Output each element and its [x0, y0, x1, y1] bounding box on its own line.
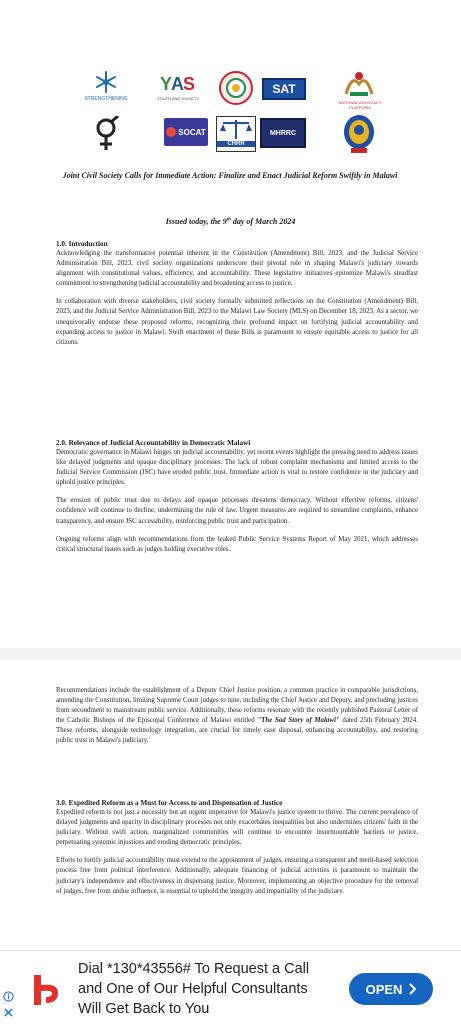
ad-open-label: OPEN: [365, 981, 403, 997]
paragraph-text: Recommendations include the establishment of a Deputy Chief Justice position, a common practice in comparable jurisdictions, amending the Constitution, limiting Supreme Court judges to nine, including the Chief Justice and Deputy, and precluding justices from secondment to mainstream public service. Additionally, these reforms resonate with the recently published Pastoral Letter of the Catholic Bishops of the Episcopal Conference of Malawi entitled: [56, 687, 418, 725]
sat-logo: SAT: [262, 78, 306, 100]
logo-strip: [84, 70, 384, 170]
ad-info-icon[interactable]: [3, 991, 14, 1002]
circle-emblem-logo: [218, 70, 254, 106]
strengthening-logo: [94, 70, 118, 94]
mhrrc-label: MHRRC: [269, 129, 297, 137]
section-relevance: [56, 438, 418, 563]
paragraph: The erosion of public trust due to delays and opaque processes threatens democracy. Without effective reforms, citizens' confidence will continue to decline, undermining the rule of law. Urgent measures are required to streamline complaints, enhance transparency, and ensure JSC accessibility, reinforcing public trust and participation.: [56, 497, 418, 525]
yas-caption: YOUTH AND SOCIETY: [156, 96, 199, 101]
document-title: Joint Civil Society Calls for Immediate Action: Finalize and Enact Judicial Reform Swiftly in Malawi: [62, 171, 398, 180]
advertiser-logo-icon: [30, 973, 64, 1007]
chrr-logo: [216, 116, 256, 152]
section-relevance-continued: [56, 686, 418, 755]
section-expedited-reform: [56, 798, 418, 905]
ad-banner[interactable]: [0, 950, 461, 1024]
socat-label: SOCAT: [178, 127, 206, 137]
socat-logo: [164, 118, 208, 146]
section-heading: 1.0. Introduction: [56, 240, 108, 248]
paragraph: Ongoing reforms align with recommendations from the leaked Public Service Systems Report of May 2021, which addresses critical structural issues such as judges holding executive roles.: [56, 535, 418, 553]
paragraph: Efforts to fortify judicial accountability must extend to the appointment of judges, ensuring a transparent and merit-based selection process free from political interference. Additionally, adequate financing of judicial activities is paramount to maintain the judiciary's independence and effectiveness in dispensing justice. Moreover, implementing an objective procedure for the removal of judges, free from undue influence, is essential to uphold the integrity and impartiality of the judiciary.: [56, 857, 418, 895]
document-page-2: [0, 660, 461, 950]
section-heading: 3.0. Expedited Reform as a Must for Access to and Dispensation of Justice: [56, 799, 283, 807]
section-heading: 2.0. Relevance of Judicial Accountability in Democratic Malawi: [56, 439, 251, 447]
scales-icon: [217, 117, 255, 141]
page-separator: [0, 648, 461, 660]
pastoral-letter-title: "The Sad Story of Malawi": [257, 717, 340, 725]
chrr-label: CHRR: [217, 141, 255, 147]
paragraph: Democratic governance in Malawi hinges on judicial accountability, yet recent events highlight the pressing need to address issues like delayed judgments and opaque disciplinary processes. The lack of robust complaint mechanisms and limited access to the Judicial Service Commission (JSC) have eroded public trust. Immediate action is vital to restore confidence in the judiciary and uphold justice principles.: [56, 449, 418, 487]
blue-round-emblem-logo: [342, 114, 376, 154]
document-page-1: [0, 40, 461, 648]
paragraph: Acknowledging the transformative potential inherent in the Constitution (Amendment) Bill, 2023, and the Judicial Service Administration Bill, 2023, civil society organizations underscore their pivotal role in shaping Malawi's judiciary towards alignment with constitutional values, efficiency, and accountability. These legislative initiatives epitomize Malawi's steadfast commitment to strengthening judicial accountability and broadening access to justice.: [56, 250, 418, 288]
issued-date: Issued today, the 9th day of March 2024: [165, 217, 296, 226]
paragraph: [56, 686, 418, 747]
section-introduction: [56, 239, 418, 356]
strengthening-label: STRENGTHENING: [84, 96, 128, 102]
paragraph: In collaboration with diverse stakeholders, civil society formally submitted reflections on the Constitution (Amendment) Bill, 2023, and the Judicial Service Administration Bill, 2023 to the Malawi Law Society (MLS) on December 18, 2023. As a sector, we unequivocally endorse these proposed reforms, recognizing their profound impact on fortifying judicial accountability and expanding access to justice in Malawi. Swift enactment of these Bills is paramount to ensure equitable access to justice for all citizens.: [56, 298, 418, 346]
ad-open-button[interactable]: [349, 973, 433, 1005]
ad-text[interactable]: Dial *130*43556# To Request a Call and One of Our Helpful Consultants Will Get Back to You: [78, 961, 310, 1017]
paragraph: Expedited reform is not just a necessity but an urgent imperative for Malawi's justice system to thrive. The current prevalence of delayed judgments and opacity in disciplinary processes not only exacerbates inequalities but also undermines citizens' faith in the judiciary. Without swift action, marginalized communities will continue to encounter insurmountable barriers to justice, perpetuating systemic injustices and eroding democratic principles.: [56, 809, 418, 847]
mhrrc-logo: [260, 118, 306, 148]
national-advocacy-platform-logo: [342, 70, 376, 98]
paragraph-text: dated 25th February 2024. These reforms, alongside technology integration, are crucial for timely case disposal, enhancing accountability, and restoring public trust in Malawi's judiciary.: [56, 717, 418, 745]
yas-logo: Y A S: [160, 74, 195, 94]
chevron-right-icon: [408, 983, 416, 995]
ad-close-icon[interactable]: [3, 1007, 14, 1018]
nap-caption: NATIONAL ADVOCACY PLATFORM: [338, 100, 382, 110]
gender-symbol-logo: [92, 116, 120, 152]
